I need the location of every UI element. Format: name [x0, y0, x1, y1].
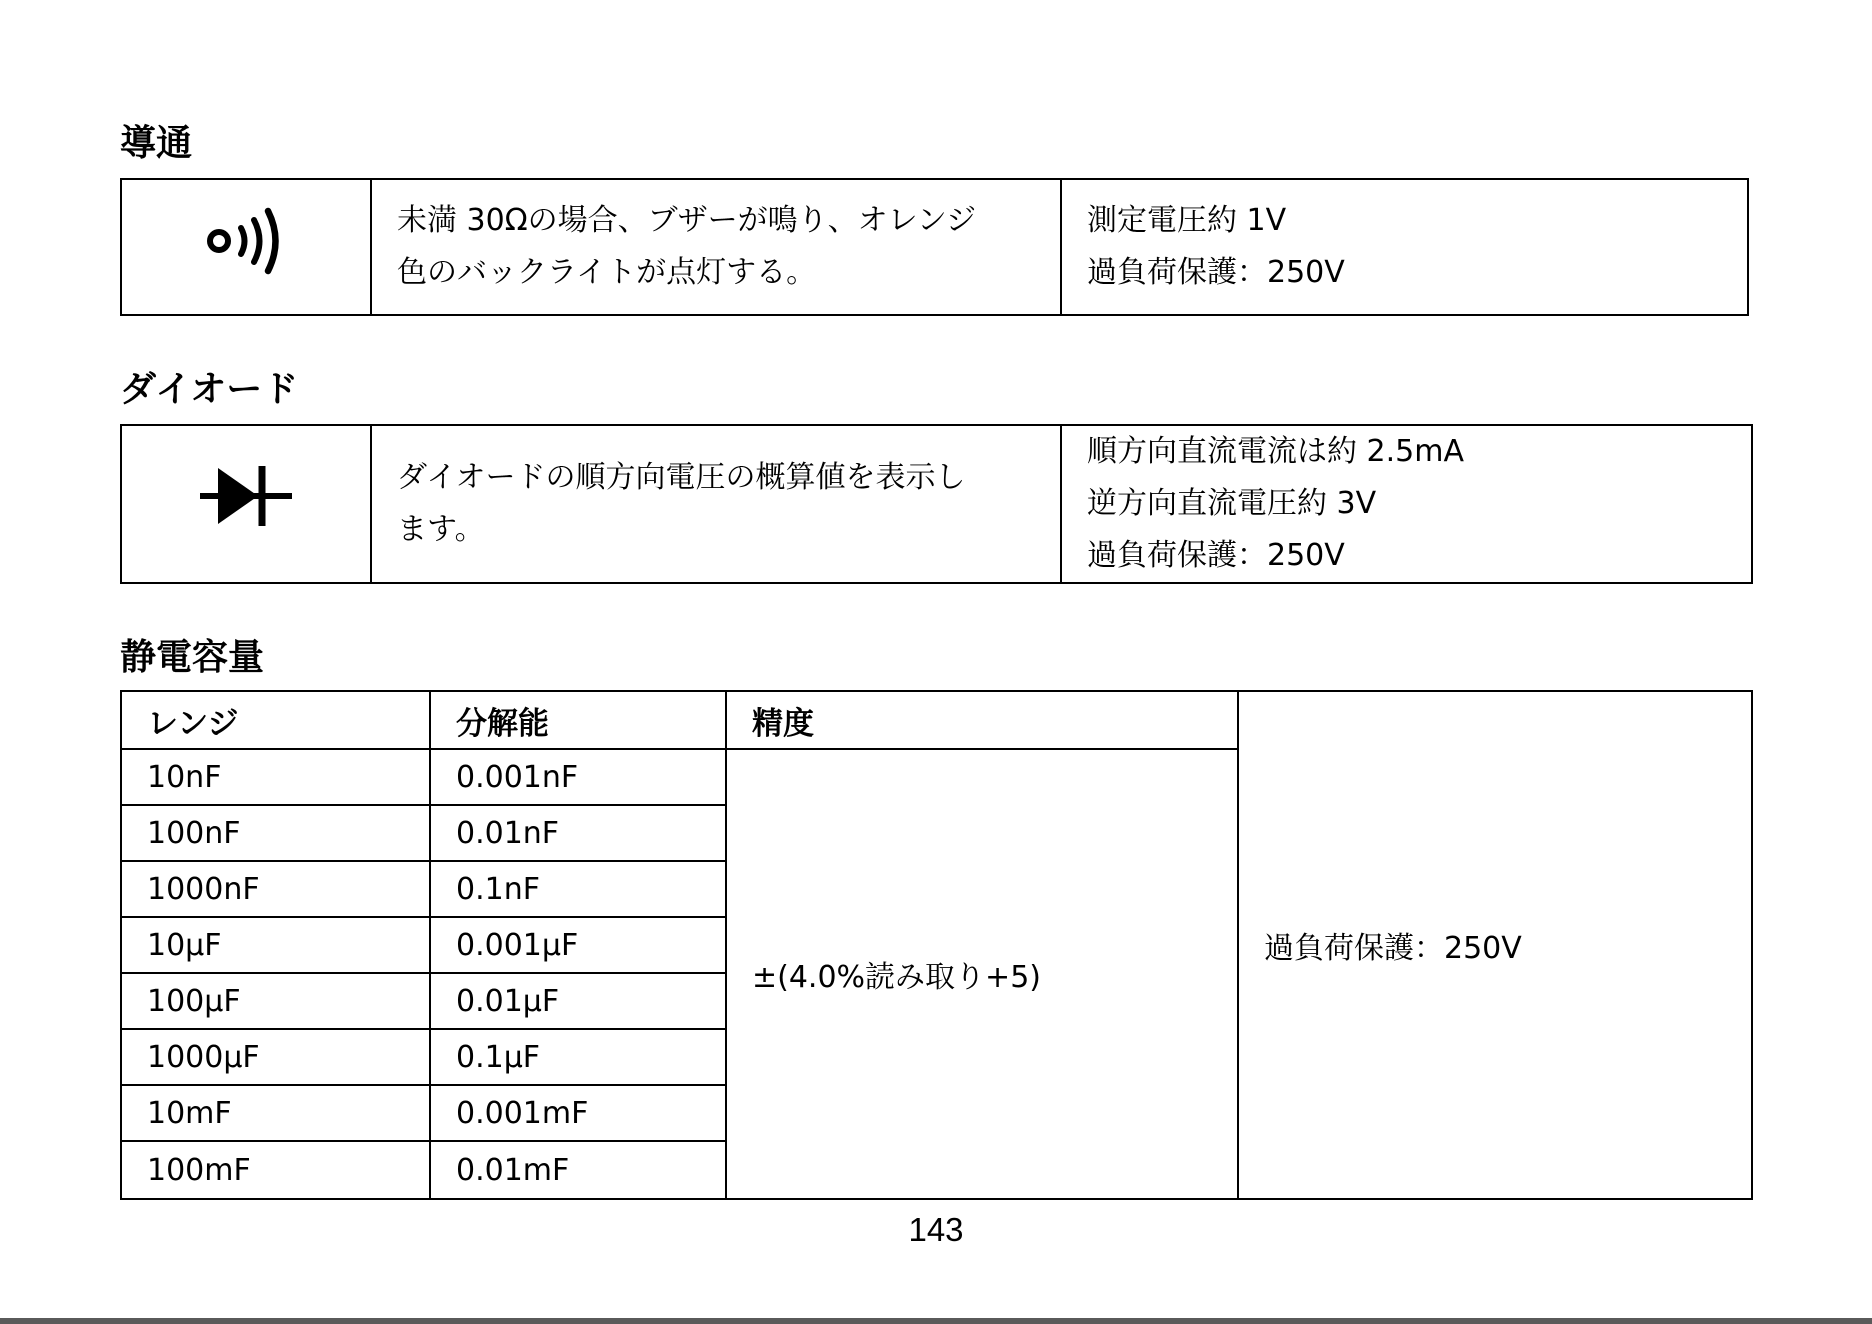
resolution-cell: 0.1μF: [430, 1029, 726, 1085]
range-cell: 100μF: [121, 973, 430, 1029]
resolution-cell: 0.1nF: [430, 861, 726, 917]
range-cell: 1000nF: [121, 861, 430, 917]
diode-row: [121, 425, 1752, 583]
resolution-cell: 0.01nF: [430, 805, 726, 861]
range-cell: 1000μF: [121, 1029, 430, 1085]
diode-spec-line: 過負荷保護：250V: [1087, 538, 1345, 573]
diode-description: [371, 425, 1061, 583]
continuity-spec: [1061, 179, 1748, 315]
resolution-cell: 0.001nF: [430, 749, 726, 805]
resolution-cell: 0.01mF: [430, 1141, 726, 1199]
continuity-beep-icon: [191, 199, 301, 279]
protection-cell: 過負荷保護：250V: [1238, 691, 1752, 1199]
range-cell: 100mF: [121, 1141, 430, 1199]
diode-spec: [1061, 425, 1752, 583]
accuracy-cell: ±(4.0%読み取り+5): [726, 749, 1238, 1199]
diode-icon: [196, 461, 296, 531]
resolution-cell: 0.001mF: [430, 1085, 726, 1141]
diode-spec-line: 逆方向直流電圧約 3V: [1087, 486, 1377, 521]
continuity-description-line: 未満 30Ωの場合、ブザーが鳴り、オレンジ: [397, 203, 977, 238]
diode-table: [120, 424, 1753, 584]
continuity-description-line: 色のバックライトが点灯する。: [397, 255, 817, 290]
header-range: レンジ: [121, 691, 430, 749]
range-cell: 100nF: [121, 805, 430, 861]
range-cell: 10μF: [121, 917, 430, 973]
capacitance-table: [120, 690, 1753, 1200]
diode-description-line: ダイオードの順方向電圧の概算値を表示し: [397, 460, 966, 495]
page-number: 143: [908, 1211, 964, 1248]
header-accuracy: 精度: [726, 691, 1238, 749]
continuity-spec-line: 過負荷保護：250V: [1087, 255, 1345, 290]
continuity-description: [371, 179, 1061, 315]
continuity-table: [120, 178, 1749, 316]
section-title-diode: ダイオード: [120, 369, 299, 410]
continuity-icon-cell: [121, 179, 371, 315]
continuity-spec-line: 測定電圧約 1V: [1087, 203, 1287, 238]
resolution-cell: 0.01μF: [430, 973, 726, 1029]
header-resolution: 分解能: [430, 691, 726, 749]
range-cell: 10mF: [121, 1085, 430, 1141]
section-title-continuity: 導通: [120, 123, 193, 164]
section-title-capacitance: 静電容量: [120, 637, 265, 678]
bottom-divider: [0, 1318, 1872, 1324]
diode-spec-line: 順方向直流電流は約 2.5mA: [1087, 434, 1464, 469]
resolution-cell: 0.001μF: [430, 917, 726, 973]
continuity-row: [121, 179, 1748, 315]
diode-description-line: ます。: [397, 512, 485, 547]
diode-icon-cell: [121, 425, 371, 583]
capacitance-header-row: [121, 691, 1752, 749]
range-cell: 10nF: [121, 749, 430, 805]
